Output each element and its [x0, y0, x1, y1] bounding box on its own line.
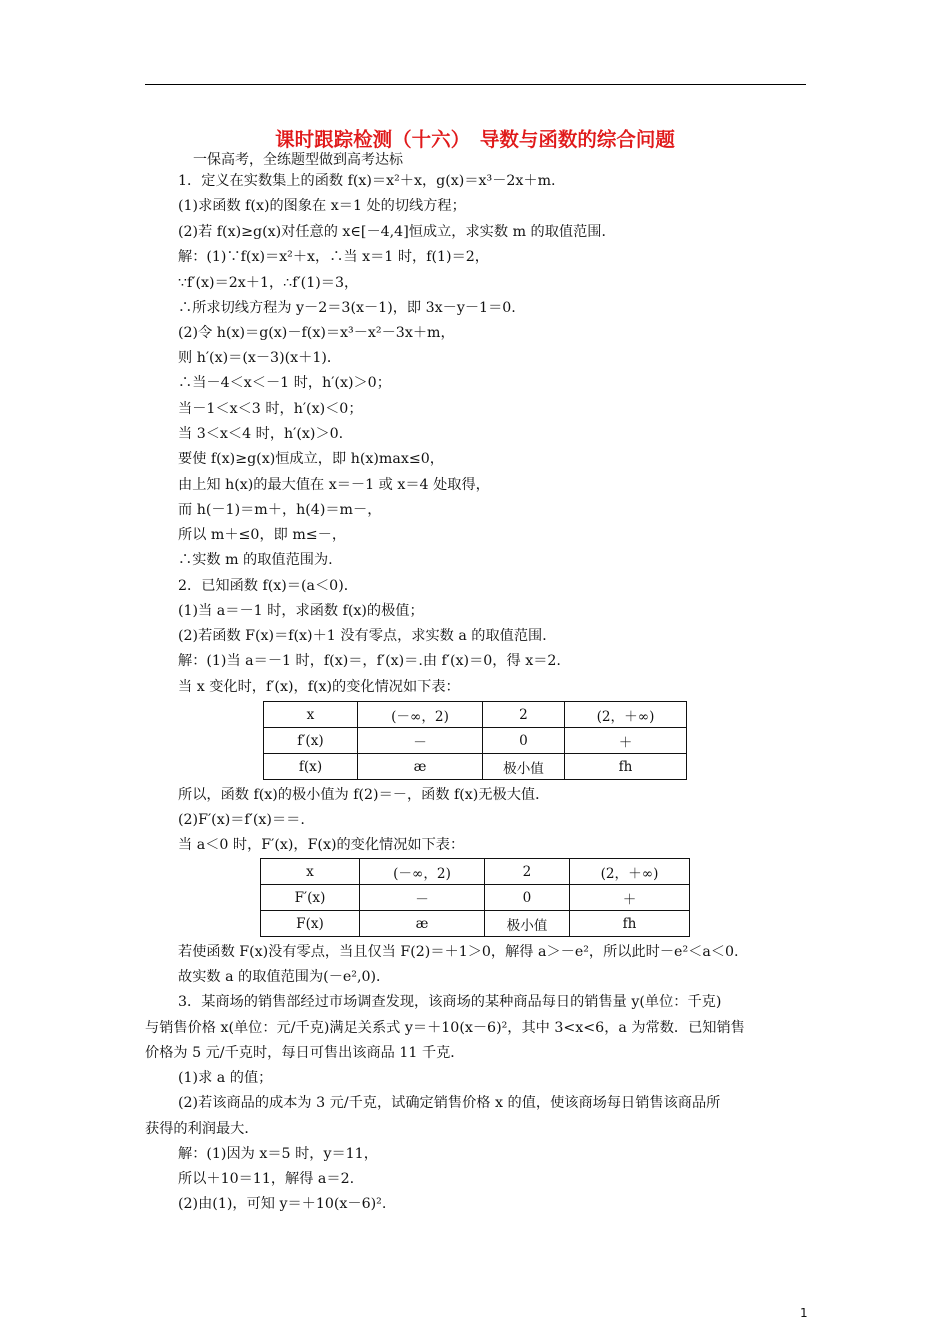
table-cell: fh: [570, 911, 690, 937]
table-cell: F′(x): [261, 885, 360, 911]
table-cell: æ: [360, 911, 485, 937]
text-line: (2)若函数 F(x)＝f(x)＋1 没有零点，求实数 a 的取值范围．: [178, 628, 557, 644]
table-cell: x: [261, 859, 360, 885]
text-line: 所以＋10＝11，解得 a＝2.: [178, 1171, 355, 1187]
text-line: 若使函数 F(x)没有零点，当且仅当 F(2)＝＋1＞0，解得 a＞－e²，所以此时－e²＜a＜0.: [178, 944, 739, 960]
text-line: ∵f′(x)＝2x＋1，∴f′(1)＝3，: [178, 275, 359, 291]
table-cell: (2，＋∞): [565, 702, 687, 728]
text-line: ∴当－4＜x＜－1 时，h′(x)＞0；: [178, 375, 391, 391]
page-subtitle: 一保高考，全练题型做到高考达标: [193, 152, 403, 168]
table-cell: ＋: [570, 885, 690, 911]
text-line: (2)由(1)，可知 y＝＋10(x－6)².: [178, 1196, 387, 1212]
text-line: 则 h′(x)＝(x－3)(x＋1)．: [178, 350, 342, 366]
text-line: 当 x 变化时，f′(x)，f(x)的变化情况如下表：: [178, 679, 460, 695]
table-cell: æ: [358, 754, 483, 780]
text-line: 当 a＜0 时，F′(x)，F(x)的变化情况如下表：: [178, 837, 465, 853]
table-cell: 2: [485, 859, 570, 885]
table-cell: f′(x): [264, 728, 358, 754]
text-line: 而 h(－1)＝m＋，h(4)＝m－，: [178, 502, 382, 518]
text-line: (2)若该商品的成本为 3 元/千克，试确定销售价格 x 的值，使该商场每日销售该商品所: [178, 1095, 721, 1111]
text-line: 与销售价格 x(单位：元/千克)满足关系式 y＝＋10(x－6)²，其中 3<x<6，a 为常数．已知销售: [145, 1020, 745, 1036]
table-cell: 极小值: [483, 754, 565, 780]
table-cell: fh: [565, 754, 687, 780]
table-cell: －: [360, 885, 485, 911]
text-line: ∴实数 m 的取值范围为.: [178, 552, 333, 568]
text-line: (2)若 f(x)≥g(x)对任意的 x∈[－4,4]恒成立，求实数 m 的取值范围．: [178, 224, 616, 240]
table-cell: (－∞，2): [358, 702, 483, 728]
table-cell: 0: [483, 728, 565, 754]
text-line: 当－1＜x＜3 时，h′(x)＜0；: [178, 401, 363, 417]
text-line: 所以 m＋≤0，即 m≤－，: [178, 527, 347, 543]
table-cell: －: [358, 728, 483, 754]
table-cell: F(x): [261, 911, 360, 937]
text-line: 当 3＜x＜4 时，h′(x)＞0.: [178, 426, 344, 442]
table-cell: 0: [485, 885, 570, 911]
text-line: 由上知 h(x)的最大值在 x＝－1 或 x＝4 处取得，: [178, 477, 490, 493]
table-cell: 极小值: [485, 911, 570, 937]
text-line: ∴所求切线方程为 y－2＝3(x－1)，即 3x－y－1＝0.: [178, 300, 516, 316]
page-number: 1: [800, 1306, 808, 1320]
table-cell: (2，＋∞): [570, 859, 690, 885]
text-line: 要使 f(x)≥g(x)恒成立，即 h(x)max≤0，: [178, 451, 444, 467]
text-line: 所以，函数 f(x)的极小值为 f(2)＝－，函数 f(x)无极大值．: [178, 787, 550, 803]
table-cell: f(x): [264, 754, 358, 780]
text-line: 故实数 a 的取值范围为(－e²,0)．: [178, 969, 391, 985]
text-line: 解：(1)因为 x＝5 时，y＝11，: [178, 1146, 378, 1162]
text-line: 2．已知函数 f(x)＝(a＜0)．: [178, 578, 358, 594]
text-line: 价格为 5 元/千克时，每日可售出该商品 11 千克．: [145, 1045, 465, 1061]
text-line: 3．某商场的销售部经过市场调查发现，该商场的某种商品每日的销售量 y(单位：千克): [178, 994, 722, 1010]
text-line: 获得的利润最大．: [145, 1121, 259, 1137]
text-line: (1)求函数 f(x)的图象在 x＝1 处的切线方程；: [178, 198, 466, 214]
table-cell: x: [264, 702, 358, 728]
text-line: (2)F′(x)＝f′(x)＝＝.: [178, 812, 305, 828]
text-line: (1)当 a＝－1 时，求函数 f(x)的极值；: [178, 603, 424, 619]
table-cell: ＋: [565, 728, 687, 754]
variation-table-1: [263, 701, 687, 780]
text-line: (1)求 a 的值；: [178, 1070, 273, 1086]
text-line: (2)令 h(x)＝g(x)－f(x)＝x³－x²－3x＋m，: [178, 325, 455, 341]
text-line: 解：(1)∵f(x)＝x²＋x，∴当 x＝1 时，f(1)＝2，: [178, 249, 489, 265]
table-cell: (－∞，2): [360, 859, 485, 885]
text-line: 1．定义在实数集上的函数 f(x)＝x²＋x，g(x)＝x³－2x＋m.: [178, 173, 556, 189]
table-cell: 2: [483, 702, 565, 728]
header-rule: [145, 84, 806, 85]
page-title: 课时跟踪检测（十六） 导数与函数的综合问题: [275, 128, 675, 151]
variation-table-2: [260, 858, 690, 937]
text-line: 解：(1)当 a＝－1 时，f(x)＝，f′(x)＝.由 f′(x)＝0，得 x＝2.: [178, 653, 561, 669]
